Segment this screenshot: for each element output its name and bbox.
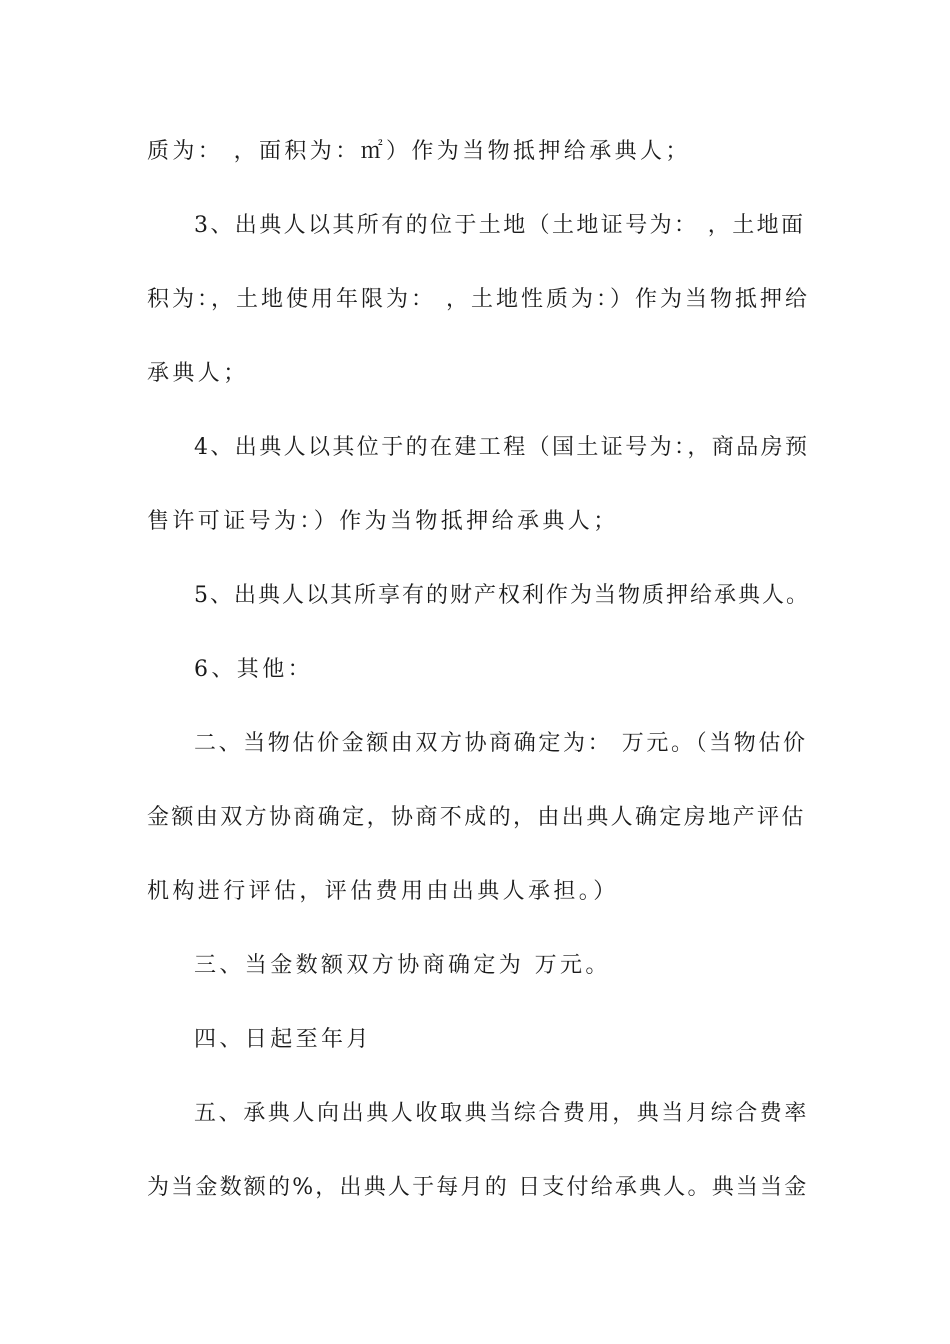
text-line-valuation-fees: 机构进行评估，评估费用由出典人承担。）: [147, 879, 619, 904]
text-line-fee-rate-payment: 为当金数额的%，出典人于每月的 日支付给承典人。典当当金: [147, 1175, 809, 1200]
paragraph-item-5-property-rights: 5、出典人以其所享有的财产权利作为当物质押给承典人。: [194, 583, 810, 608]
paragraph-article-3-loan-amount: 三、当金数额双方协商确定为 万元。: [194, 953, 611, 978]
paragraph-item-4-construction: 4、出典人以其位于的在建工程（国土证号为：，商品房预: [194, 435, 810, 460]
text-line-land-details: 积为：，土地使用年限为： ，土地性质为：）作为当物抵押给: [147, 287, 810, 312]
paragraph-article-4-term: 四、日起至年月: [194, 1027, 372, 1052]
text-line-continuation-property-area: 质为： ，面积为：㎡）作为当物抵押给承典人；: [147, 139, 691, 164]
text-line-valuation-negotiation: 金额由双方协商确定，协商不成的，由出典人确定房地产评估: [147, 805, 806, 830]
text-line-presale-permit: 售许可证号为：）作为当物抵押给承典人；: [147, 509, 619, 534]
paragraph-article-2-valuation: 二、当物估价金额由双方协商确定为： 万元。（当物估价: [194, 731, 808, 756]
text-line-land-pledgee: 承典人；: [147, 361, 249, 386]
paragraph-item-3-land: 3、出典人以其所有的位于土地（土地证号为： ，土地面: [194, 213, 806, 238]
paragraph-item-6-other: 6、其他：: [194, 657, 313, 682]
paragraph-article-5-fees: 五、承典人向出典人收取典当综合费用，典当月综合费率: [194, 1101, 810, 1126]
